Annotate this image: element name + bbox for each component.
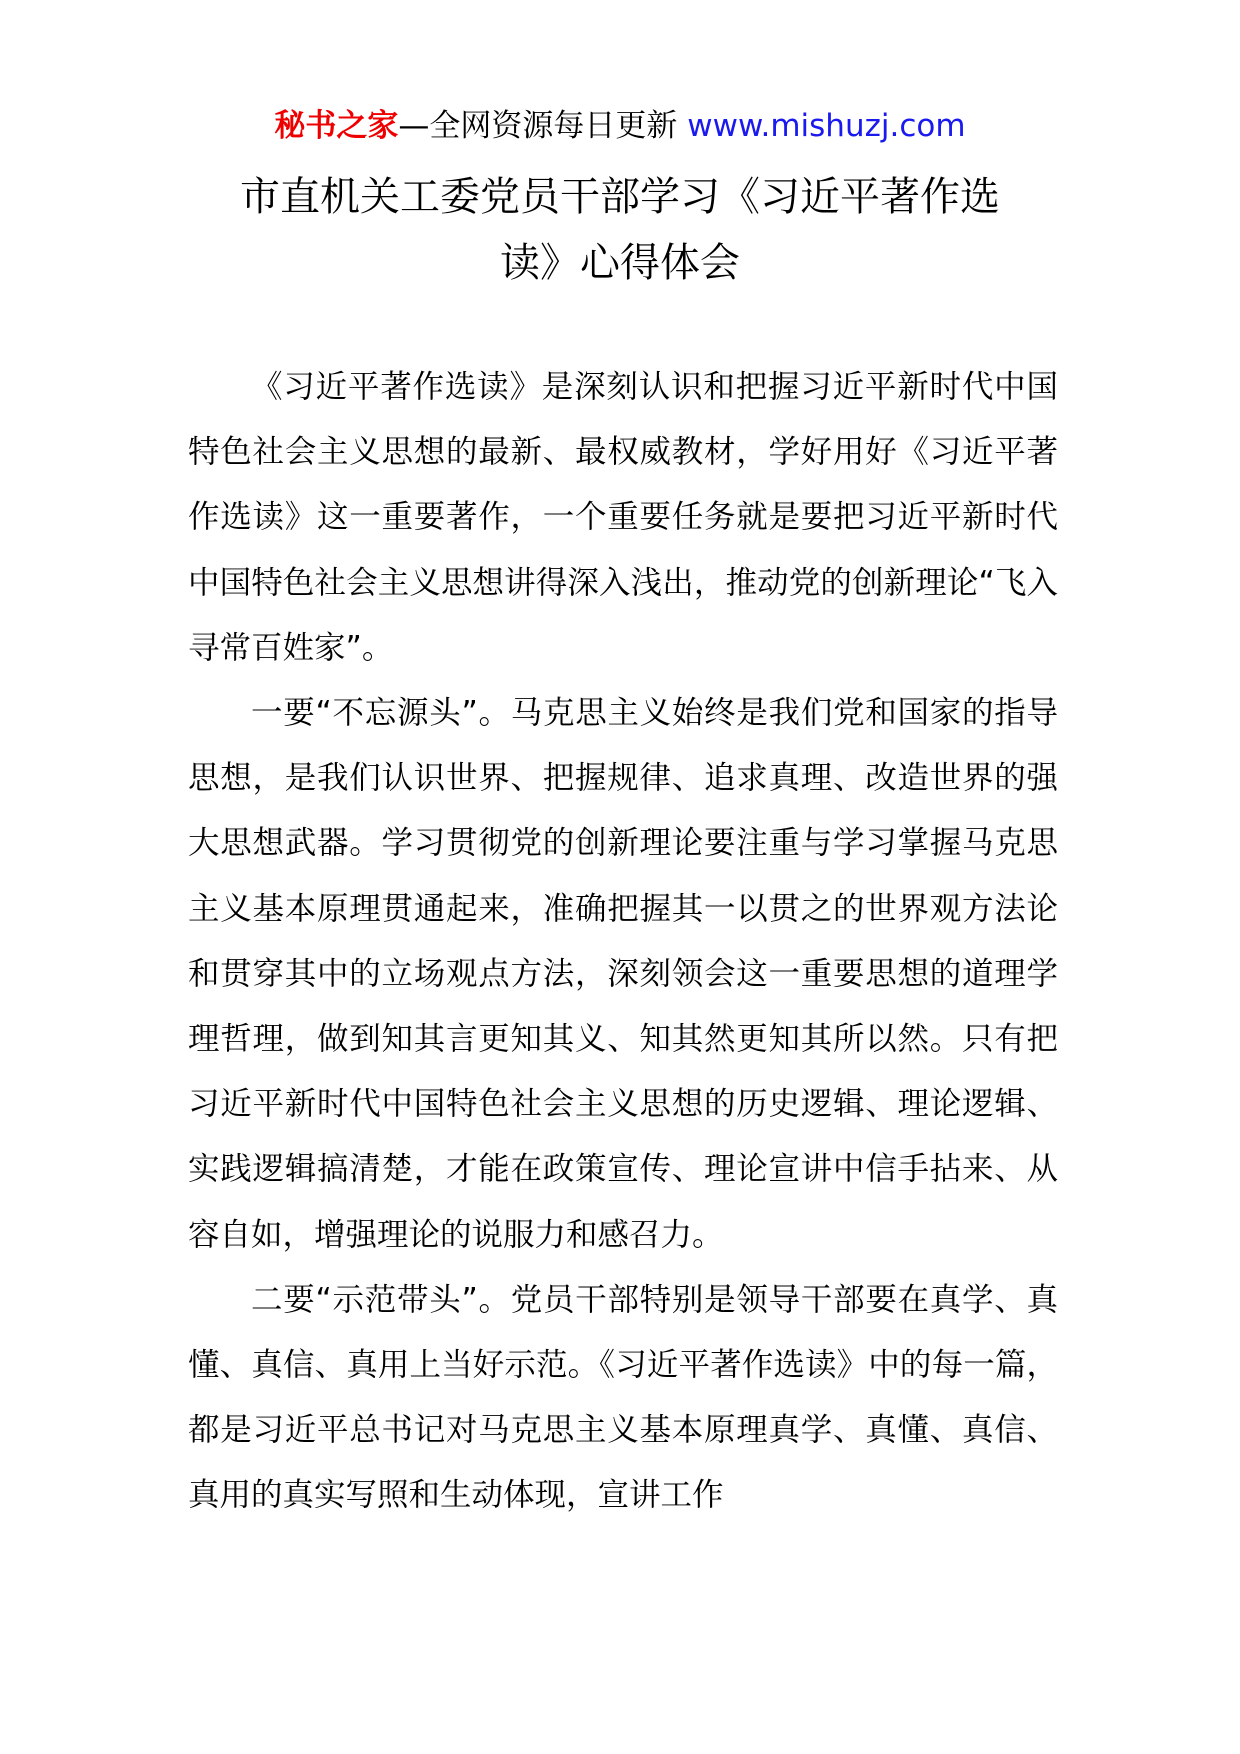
site-url[interactable]: www.mishuzj.com xyxy=(677,108,966,144)
paragraph-point-two: 二要“示范带头”。党员干部特别是领导干部要在真学、真懂、真信、真用上当好示范。《习近平著作选读》中的每一篇，都是习近平总书记对马克思主义基本原理真学、真懂、真信、真用的真实写照和生动体现，宣讲工作 xyxy=(188,1281,1058,1514)
site-header xyxy=(0,104,1240,148)
brand-name: 秘书之家 xyxy=(274,108,399,144)
title-line-2: 读》心得体会 xyxy=(500,240,740,286)
document-body xyxy=(188,355,1058,1529)
title-line-1: 市直机关工委党员干部学习《习近平著作选 xyxy=(240,174,1000,220)
paragraph-intro: 《习近平著作选读》是深刻认识和把握习近平新时代中国特色社会主义思想的最新、最权威教材，学好用好《习近平著作选读》这一重要著作，一个重要任务就是要把习近平新时代中国特色社会主义思想讲得深入浅出，推动党的创新理论“飞入寻常百姓家”。 xyxy=(188,369,1058,666)
brand-slogan: —全网资源每日更新 xyxy=(398,108,678,144)
document-title xyxy=(0,164,1240,296)
paragraph-point-one: 一要“不忘源头”。马克思主义始终是我们党和国家的指导思想，是我们认识世界、把握规律、追求真理、改造世界的强大思想武器。学习贯彻党的创新理论要注重与学习掌握马克思主义基本原理贯通起来，准确把握其一以贯之的世界观方法论和贯穿其中的立场观点方法，深刻领会这一重要思想的道理学理哲理，做到知其言更知其义、知其然更知其所以然。只有把习近平新时代中国特色社会主义思想的历史逻辑、理论逻辑、实践逻辑搞清楚，才能在政策宣传、理论宣讲中信手拈来、从容自如，增强理论的说服力和感召力。 xyxy=(188,695,1058,1253)
